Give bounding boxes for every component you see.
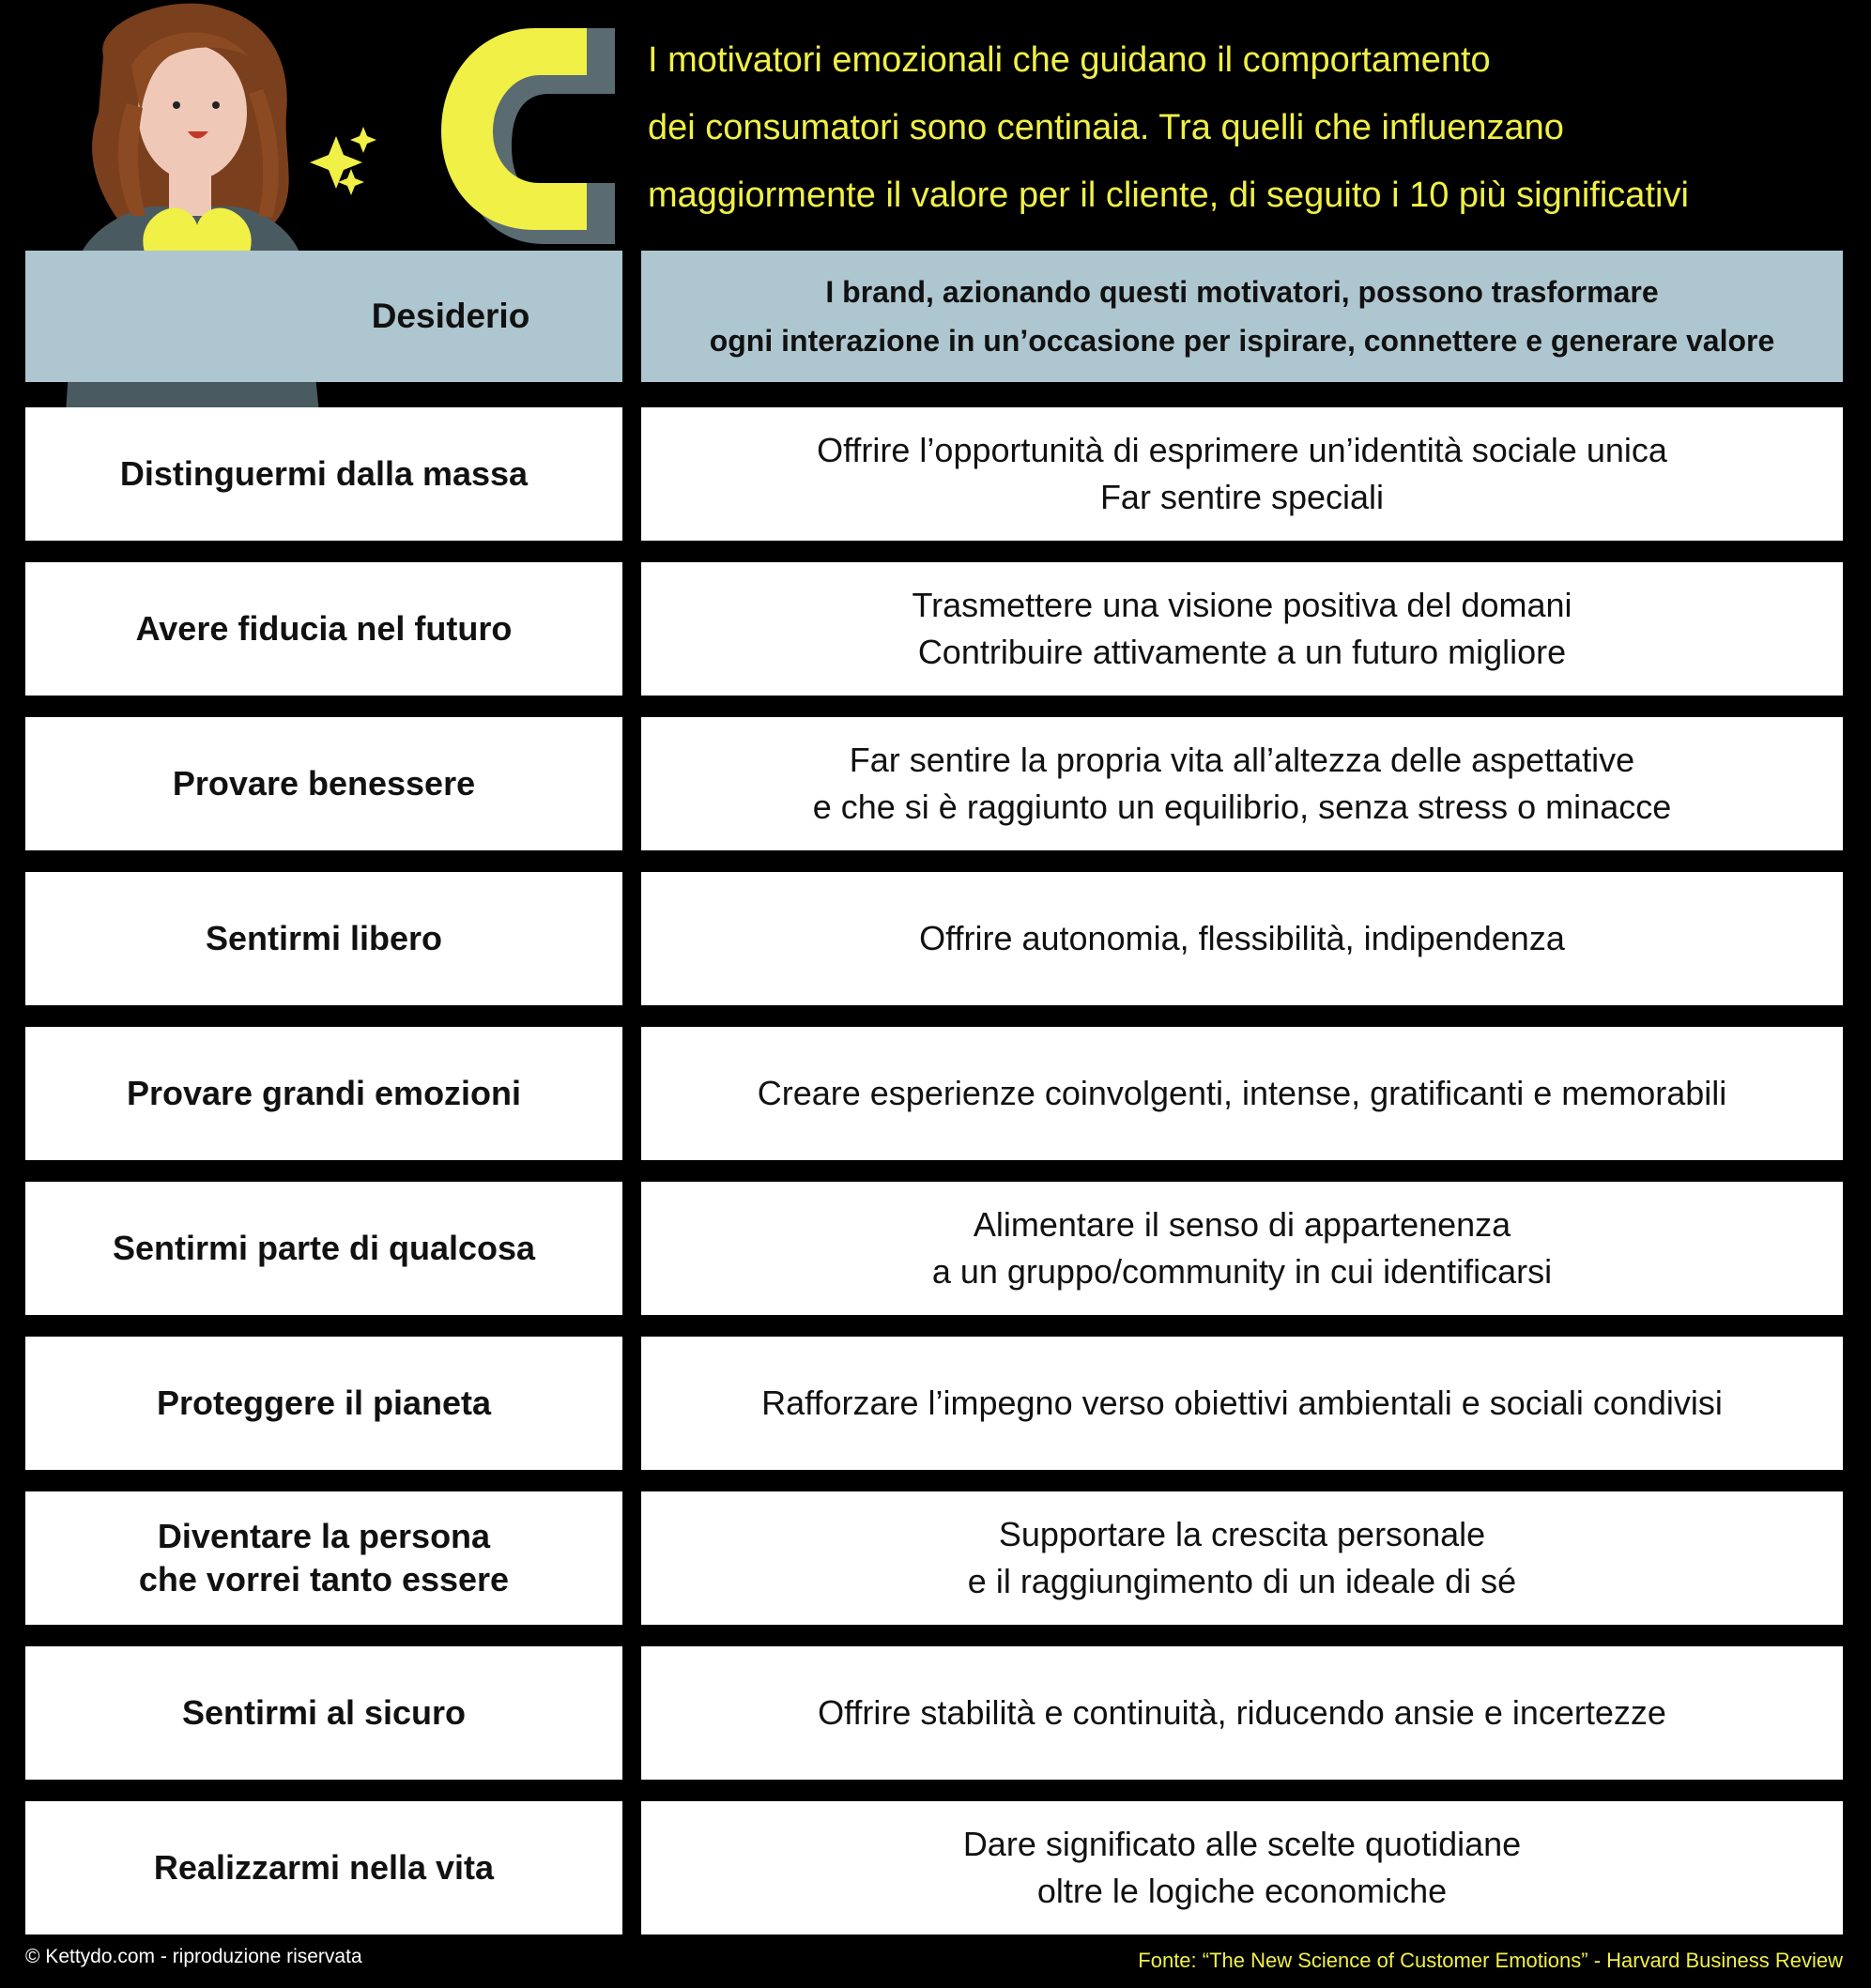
desire-cell: [25, 1027, 622, 1160]
action-cell: [641, 562, 1843, 696]
action-text: Far sentire speciali: [1099, 478, 1385, 516]
action-cell: [641, 1801, 1843, 1934]
desire-text: Realizzarmi nella vita: [153, 1848, 495, 1887]
desire-text: Sentirmi parte di qualcosa: [112, 1229, 536, 1267]
action-text: Offrire l’opportunità di esprimere un’identità sociale unica: [817, 431, 1667, 469]
desire-cell: [25, 1801, 622, 1934]
action-cell: [641, 1491, 1843, 1625]
action-text: Offrire autonomia, flessibilità, indipendenza: [919, 919, 1565, 957]
header-brand-line: I brand, azionando questi motivatori, possono trasformare: [825, 275, 1659, 309]
desire-text: Provare grandi emozioni: [126, 1074, 522, 1112]
action-text: e il raggiungimento di un ideale di sé: [967, 1562, 1517, 1600]
action-text: Dare significato alle scelte quotidiane: [962, 1825, 1522, 1863]
headline-line: dei consumatori sono centinaia. Tra quelli che influenzano: [648, 108, 1564, 147]
header-brand-line: ogni interazione in un’occasione per ispirare, connettere e generare valore: [709, 324, 1775, 358]
headline-line: maggiormente il valore per il cliente, di seguito i 10 più significativi: [648, 176, 1689, 215]
action-cell: [641, 872, 1843, 1005]
action-cell: [641, 1027, 1843, 1160]
desire-text: Proteggere il pianeta: [156, 1384, 492, 1422]
action-cell: [641, 1182, 1843, 1315]
header-brand-action: [641, 251, 1843, 382]
headline: [648, 26, 1859, 229]
desire-text: che vorrei tanto essere: [138, 1560, 510, 1598]
action-cell: [641, 1646, 1843, 1780]
desire-cell: [25, 562, 622, 696]
action-cell: [641, 717, 1843, 850]
action-text: Far sentire la propria vita all’altezza delle aspettative: [849, 741, 1635, 779]
desire-text: Sentirmi al sicuro: [181, 1693, 467, 1732]
action-text: oltre le logiche economiche: [1036, 1872, 1448, 1910]
desire-cell: [25, 872, 622, 1005]
desire-cell: [25, 717, 622, 850]
sparkle-icon: [310, 127, 376, 195]
magnet-icon: [441, 28, 615, 244]
copyright: © Kettydo.com - riproduzione riservata: [25, 1946, 362, 1967]
action-text: Trasmettere una visione positiva del domani: [912, 586, 1572, 624]
action-text: e che si è raggiunto un equilibrio, senza stress o minacce: [812, 788, 1672, 826]
action-text: Offrire stabilità e continuità, riducendo ansie e incertezze: [818, 1693, 1666, 1732]
action-text: Contribuire attivamente a un futuro migliore: [917, 633, 1567, 671]
desire-cell: [25, 1337, 622, 1470]
desire-cell: [25, 1646, 622, 1780]
action-text: Alimentare il senso di appartenenza: [973, 1205, 1511, 1244]
header-desire: [25, 251, 622, 382]
action-text: Supportare la crescita personale: [998, 1515, 1486, 1553]
headline-line: I motivatori emozionali che guidano il comportamento: [648, 40, 1491, 80]
desire-text: Diventare la persona: [157, 1517, 491, 1555]
source-credit: Fonte: “The New Science of Customer Emotions” - Harvard Business Review: [1138, 1949, 1843, 1972]
header-desire-label: Desiderio: [371, 297, 530, 335]
desire-text: Sentirmi libero: [205, 919, 443, 957]
desire-cell: [25, 1182, 622, 1315]
desire-text: Provare benessere: [172, 764, 476, 803]
desire-text: Distinguermi dalla massa: [119, 454, 529, 493]
action-text: Creare esperienze coinvolgenti, intense, gratificanti e memorabili: [757, 1074, 1727, 1112]
desire-cell: [25, 1491, 622, 1625]
action-cell: [641, 407, 1843, 541]
desire-cell: [25, 407, 622, 541]
action-cell: [641, 1337, 1843, 1470]
action-text: Rafforzare l’impegno verso obiettivi ambientali e sociali condivisi: [761, 1384, 1723, 1422]
desire-text: Avere fiducia nel futuro: [135, 609, 513, 648]
action-text: a un gruppo/community in cui identificarsi: [931, 1252, 1553, 1291]
